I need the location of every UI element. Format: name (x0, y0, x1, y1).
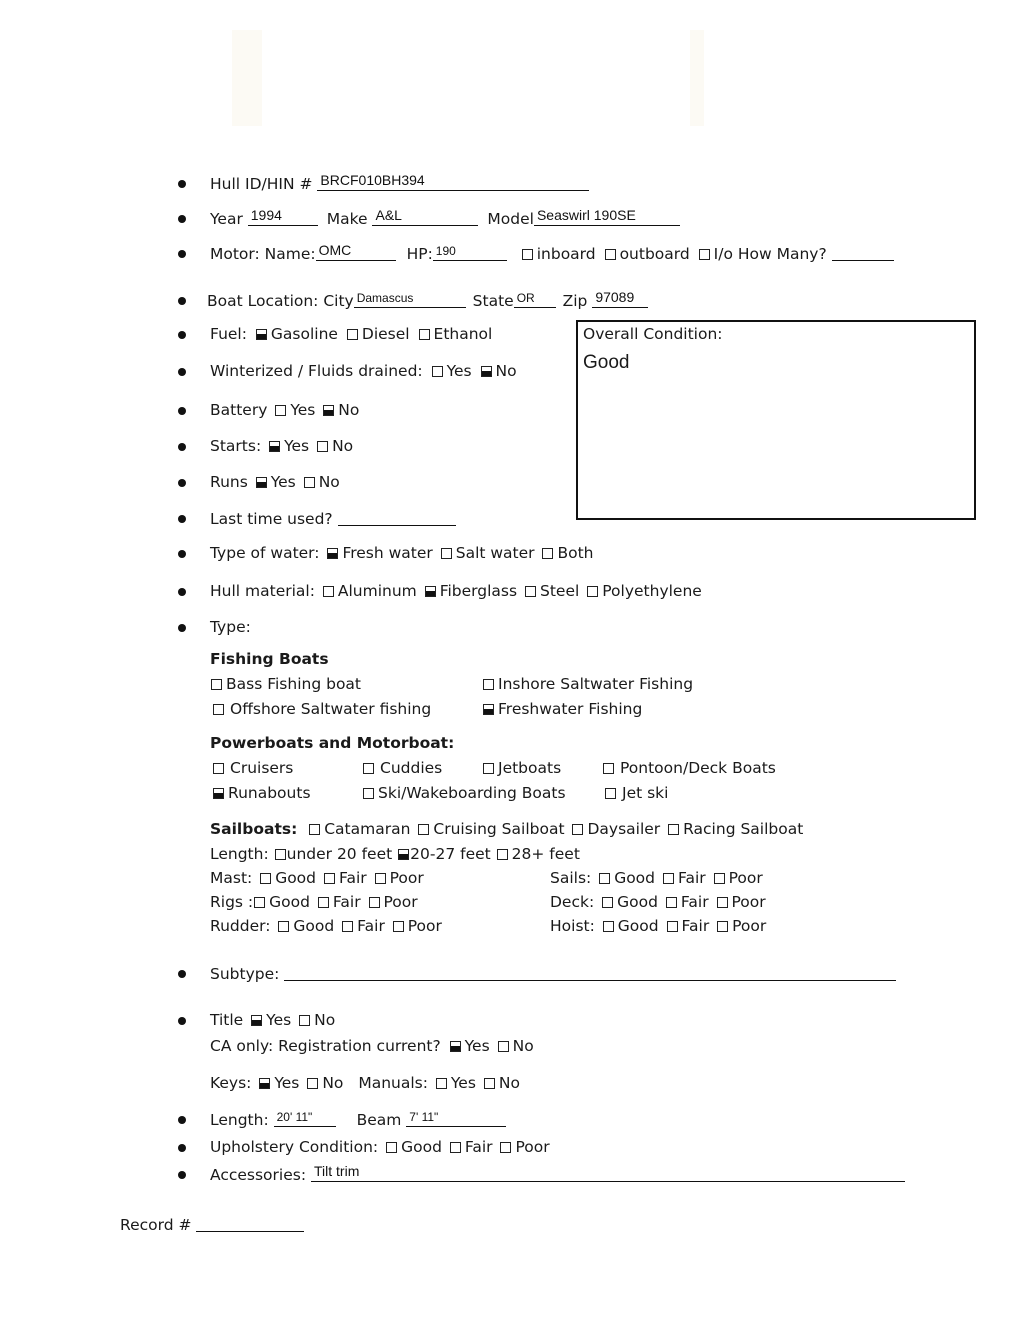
under-20-label: under 20 feet (286, 845, 393, 863)
cuddies-label: Cuddies (380, 759, 443, 777)
hull-material-label: Hull material: (210, 582, 315, 600)
offshore-label: Offshore Saltwater fishing (230, 700, 432, 718)
pontoon-checkbox[interactable] (603, 763, 614, 774)
rigs-label: Rigs : (210, 893, 254, 911)
bullet (178, 1171, 186, 1179)
cuddies-option (362, 759, 442, 777)
winterized-no-checkbox[interactable] (481, 366, 492, 377)
starts-yes-label: Yes (284, 437, 310, 455)
hull-id-value: BRCF010BH394 (320, 172, 425, 188)
rudder-rating (210, 917, 442, 935)
power-heading: Powerboats and Motorboat: (210, 734, 455, 752)
ski-wakeboard-option (362, 784, 566, 802)
deck-fair-checkbox[interactable] (666, 897, 677, 908)
good-label: Good (269, 893, 310, 911)
manuals-label: Manuals: (358, 1074, 428, 1092)
deck-label: Deck: (550, 893, 595, 911)
inshore-option (482, 675, 693, 693)
steel-checkbox[interactable] (525, 586, 536, 597)
length-value: 20' 11" (276, 1110, 313, 1124)
fresh-water-checkbox[interactable] (327, 548, 338, 559)
gasoline-label: Gasoline (270, 325, 338, 343)
bullet (178, 331, 186, 339)
water-label: Type of water: (210, 544, 320, 562)
winterized-label: Winterized / Fluids drained: (210, 362, 423, 380)
both-water-label: Both (557, 544, 594, 562)
winterized-yes-checkbox[interactable] (432, 366, 443, 377)
20-27-checkbox[interactable] (398, 849, 409, 860)
upholstery-poor-label: Poor (515, 1138, 550, 1156)
steel-label: Steel (540, 582, 580, 600)
ethanol-label: Ethanol (433, 325, 493, 343)
battery-no-checkbox[interactable] (323, 405, 334, 416)
keys-no-label: No (322, 1074, 344, 1092)
jet-ski-checkbox[interactable] (605, 788, 616, 799)
daysailer-checkbox[interactable] (572, 824, 583, 835)
mast-label: Mast: (210, 869, 253, 887)
battery-no-label: No (338, 401, 360, 419)
poor-label: Poor (728, 869, 763, 887)
runs-row (210, 473, 340, 491)
aluminum-checkbox[interactable] (323, 586, 334, 597)
bullet (178, 1144, 186, 1152)
sail-heading: Sailboats: (210, 820, 298, 838)
hoist-fair-checkbox[interactable] (667, 921, 678, 932)
mast-poor-checkbox[interactable] (375, 873, 386, 884)
length-field[interactable] (274, 1110, 336, 1127)
runs-label: Runs (210, 473, 248, 491)
location-row (207, 291, 648, 310)
hp-label: HP: (406, 245, 433, 263)
rudder-good-checkbox[interactable] (278, 921, 289, 932)
starts-no-checkbox[interactable] (317, 441, 328, 452)
bass-fishing-checkbox[interactable] (211, 679, 222, 690)
starts-no-label: No (332, 437, 354, 455)
title-row (210, 1011, 335, 1029)
jet-ski-label: Jet ski (622, 784, 669, 802)
upholstery-fair-label: Fair (464, 1138, 493, 1156)
fair-label: Fair (680, 893, 709, 911)
starts-row (210, 437, 353, 455)
pontoon-option (602, 759, 776, 777)
registration-no-checkbox[interactable] (498, 1041, 509, 1052)
diesel-label: Diesel (361, 325, 410, 343)
ethanol-checkbox[interactable] (419, 329, 430, 340)
model-value: Seaswirl 190SE (536, 207, 636, 223)
winterized-yes-label: Yes (446, 362, 472, 380)
state-field[interactable] (514, 291, 556, 308)
sail-length-row (210, 845, 580, 863)
starts-label: Starts: (210, 437, 262, 455)
good-label: Good (614, 869, 656, 887)
battery-yes-label: Yes (290, 401, 316, 419)
fair-label: Fair (681, 917, 710, 935)
runabouts-option (212, 784, 311, 802)
faint-header-mark-right (690, 30, 704, 126)
how-many-field[interactable] (832, 244, 894, 261)
both-water-checkbox[interactable] (542, 548, 553, 559)
fiberglass-label: Fiberglass (439, 582, 518, 600)
bullet (178, 1017, 186, 1025)
pontoon-label: Pontoon/Deck Boats (620, 759, 776, 777)
jetboats-option (482, 759, 561, 777)
water-row (210, 544, 594, 562)
diesel-checkbox[interactable] (347, 329, 358, 340)
rigs-rating (210, 893, 418, 911)
keys-manuals-row (210, 1074, 520, 1092)
runs-no-label: No (318, 473, 340, 491)
overall-condition-box[interactable] (576, 320, 976, 520)
keys-no-checkbox[interactable] (307, 1078, 318, 1089)
bullet (178, 624, 186, 632)
zip-value: 97089 (595, 289, 635, 305)
bass-fishing-label: Bass Fishing boat (226, 675, 361, 693)
type-label: Type: (210, 618, 251, 636)
hp-field[interactable] (433, 244, 507, 261)
bullet (178, 368, 186, 376)
upholstery-good-label: Good (401, 1138, 442, 1156)
rudder-poor-checkbox[interactable] (393, 921, 404, 932)
registration-yes-label: Yes (464, 1037, 490, 1055)
record-label: Record # (120, 1216, 192, 1234)
year-value: 1994 (250, 207, 282, 223)
ski-wakeboard-label: Ski/Wakeboarding Boats (378, 784, 566, 802)
salt-water-checkbox[interactable] (441, 548, 452, 559)
cruising-sailboat-label: Cruising Sailboat (433, 820, 565, 838)
cruisers-option (212, 759, 293, 777)
make-field[interactable] (372, 209, 478, 226)
hoist-rating (550, 917, 766, 935)
inshore-checkbox[interactable] (483, 679, 494, 690)
bullet (178, 443, 186, 451)
motor-name-value: OMC (318, 242, 352, 258)
runs-no-checkbox[interactable] (304, 477, 315, 488)
fishing-heading: Fishing Boats (210, 650, 329, 668)
title-no-label: No (314, 1011, 336, 1029)
cruisers-label: Cruisers (230, 759, 294, 777)
outboard-label: outboard (619, 245, 690, 263)
title-yes-label: Yes (266, 1011, 292, 1029)
motor-name-field[interactable] (316, 244, 396, 261)
aluminum-label: Aluminum (337, 582, 417, 600)
registration-row (210, 1037, 534, 1055)
fair-label: Fair (677, 869, 706, 887)
racing-sailboat-label: Racing Sailboat (683, 820, 804, 838)
jet-ski-option (604, 784, 668, 802)
registration-label: CA only: Registration current? (210, 1037, 441, 1055)
rigs-fair-checkbox[interactable] (318, 897, 329, 908)
runs-yes-checkbox[interactable] (256, 477, 267, 488)
make-value: A&L (375, 207, 402, 223)
accessories-row (210, 1165, 905, 1184)
poor-label: Poor (732, 917, 767, 935)
bullet (178, 588, 186, 596)
deck-good-checkbox[interactable] (602, 897, 613, 908)
runs-yes-label: Yes (270, 473, 296, 491)
bass-fishing-option (210, 675, 361, 693)
fresh-water-label: Fresh water (342, 544, 433, 562)
mast-good-checkbox[interactable] (260, 873, 271, 884)
hoist-poor-checkbox[interactable] (717, 921, 728, 932)
good-label: Good (617, 893, 658, 911)
city-value: Damascus (356, 291, 414, 305)
polyethylene-label: Polyethylene (602, 582, 702, 600)
dimensions-row (210, 1110, 506, 1129)
bullet (178, 479, 186, 487)
subtype-label: Subtype: (210, 965, 280, 983)
make-label: Make (326, 210, 368, 228)
year-field[interactable] (248, 209, 318, 226)
model-field[interactable] (534, 209, 680, 226)
hoist-good-checkbox[interactable] (603, 921, 614, 932)
under-20-checkbox[interactable] (275, 849, 286, 860)
battery-row (210, 401, 359, 419)
rigs-poor-checkbox[interactable] (369, 897, 380, 908)
poor-label: Poor (389, 869, 424, 887)
manuals-yes-label: Yes (450, 1074, 476, 1092)
cuddies-checkbox[interactable] (363, 763, 374, 774)
gasoline-checkbox[interactable] (256, 329, 267, 340)
accessories-value: Tilt trim (314, 1163, 360, 1179)
state-label: State (472, 292, 514, 310)
hoist-label: Hoist: (550, 917, 595, 935)
inboard-checkbox[interactable] (522, 249, 533, 260)
hp-value: 190 (435, 244, 456, 258)
poor-label: Poor (407, 917, 442, 935)
sails-good-checkbox[interactable] (599, 873, 610, 884)
rudder-label: Rudder: (210, 917, 271, 935)
upholstery-good-checkbox[interactable] (386, 1142, 397, 1153)
offshore-option (212, 700, 431, 718)
good-label: Good (617, 917, 659, 935)
winterized-no-label: No (495, 362, 517, 380)
length-label: Length: (210, 1111, 269, 1129)
jetboats-checkbox[interactable] (483, 763, 494, 774)
bullet (178, 180, 186, 188)
zip-label: Zip (562, 292, 588, 310)
subtype-row (210, 964, 896, 983)
bullet (178, 550, 186, 558)
year-make-model-row (210, 209, 680, 228)
faint-header-mark-left (232, 30, 262, 126)
keys-yes-checkbox[interactable] (259, 1078, 270, 1089)
manuals-no-checkbox[interactable] (484, 1078, 495, 1089)
motor-name-label: Motor: Name: (210, 245, 316, 263)
fair-label: Fair (357, 917, 385, 935)
28-plus-label: 28+ feet (511, 845, 580, 863)
bullet (178, 297, 186, 305)
bullet (178, 215, 186, 223)
upholstery-label: Upholstery Condition: (210, 1138, 379, 1156)
upholstery-fair-checkbox[interactable] (450, 1142, 461, 1153)
title-no-checkbox[interactable] (299, 1015, 310, 1026)
title-label: Title (210, 1011, 244, 1029)
outboard-checkbox[interactable] (605, 249, 616, 260)
winterized-row (210, 362, 517, 380)
bullet (178, 407, 186, 415)
keys-yes-label: Yes (274, 1074, 300, 1092)
ski-wakeboard-checkbox[interactable] (363, 788, 374, 799)
record-row (120, 1215, 304, 1234)
freshwater-fishing-label: Freshwater Fishing (498, 700, 643, 718)
cruisers-checkbox[interactable] (213, 763, 224, 774)
inshore-label: Inshore Saltwater Fishing (498, 675, 694, 693)
freshwater-fishing-checkbox[interactable] (483, 704, 494, 715)
jetboats-label: Jetboats (498, 759, 562, 777)
io-checkbox[interactable] (699, 249, 710, 260)
manuals-yes-checkbox[interactable] (436, 1078, 447, 1089)
sails-fair-checkbox[interactable] (663, 873, 674, 884)
hull-id-label: Hull ID/HIN # (210, 175, 313, 193)
salt-water-label: Salt water (455, 544, 535, 562)
racing-sailboat-checkbox[interactable] (668, 824, 679, 835)
runabouts-checkbox[interactable] (213, 788, 224, 799)
motor-row (210, 244, 894, 263)
beam-value: 7' 11" (409, 1110, 439, 1124)
poor-label: Poor (383, 893, 418, 911)
sails-poor-checkbox[interactable] (714, 873, 725, 884)
beam-label: Beam (356, 1111, 402, 1129)
upholstery-row (210, 1138, 550, 1156)
20-27-label: 20-27 feet (410, 845, 491, 863)
battery-yes-checkbox[interactable] (275, 405, 286, 416)
starts-yes-checkbox[interactable] (269, 441, 280, 452)
accessories-label: Accessories: (210, 1166, 307, 1184)
bullet (178, 250, 186, 258)
sail-length-label: Length: (210, 845, 269, 863)
subtype-field[interactable] (284, 964, 896, 981)
hull-id-row (210, 174, 589, 193)
bullet (178, 515, 186, 523)
battery-label: Battery (210, 401, 268, 419)
deck-poor-checkbox[interactable] (717, 897, 728, 908)
freshwater-fishing-option (482, 700, 642, 718)
hull-material-row (210, 582, 702, 600)
rigs-good-checkbox[interactable] (254, 897, 265, 908)
state-value: OR (516, 291, 535, 305)
title-yes-checkbox[interactable] (251, 1015, 262, 1026)
model-label: Model (487, 210, 534, 228)
bullet (178, 970, 186, 978)
accessories-field[interactable] (311, 1165, 905, 1182)
fiberglass-checkbox[interactable] (425, 586, 436, 597)
catamaran-label: Catamaran (324, 820, 411, 838)
last-used-row (210, 509, 456, 528)
good-label: Good (293, 917, 335, 935)
overall-condition-label: Overall Condition: (583, 325, 723, 343)
poor-label: Poor (731, 893, 766, 911)
deck-rating (550, 893, 766, 911)
catamaran-checkbox[interactable] (309, 824, 320, 835)
fuel-row (210, 325, 492, 343)
polyethylene-checkbox[interactable] (587, 586, 598, 597)
bullet (178, 1116, 186, 1124)
fuel-label: Fuel: (210, 325, 247, 343)
rudder-fair-checkbox[interactable] (342, 921, 353, 932)
io-label: I/o How Many? (713, 245, 827, 263)
offshore-checkbox[interactable] (213, 704, 224, 715)
city-field[interactable] (354, 291, 466, 308)
record-field[interactable] (196, 1215, 304, 1232)
sailboats-row (210, 820, 803, 838)
last-used-field[interactable] (338, 509, 456, 526)
sails-rating (550, 869, 763, 887)
inboard-label: inboard (536, 245, 596, 263)
beam-field[interactable] (406, 1110, 506, 1127)
sails-label: Sails: (550, 869, 592, 887)
good-label: Good (275, 869, 317, 887)
zip-field[interactable] (592, 291, 648, 308)
city-label: Boat Location: City (207, 292, 354, 310)
daysailer-label: Daysailer (587, 820, 661, 838)
registration-no-label: No (512, 1037, 534, 1055)
fair-label: Fair (332, 893, 361, 911)
overall-condition-value: Good (583, 352, 630, 373)
mast-fair-checkbox[interactable] (324, 873, 335, 884)
hull-id-field[interactable] (317, 174, 589, 191)
cruising-sailboat-checkbox[interactable] (418, 824, 429, 835)
year-label: Year (210, 210, 243, 228)
runabouts-label: Runabouts (228, 784, 311, 802)
last-used-label: Last time used? (210, 510, 333, 528)
keys-label: Keys: (210, 1074, 252, 1092)
upholstery-poor-checkbox[interactable] (500, 1142, 511, 1153)
28-plus-checkbox[interactable] (497, 849, 508, 860)
registration-yes-checkbox[interactable] (450, 1041, 461, 1052)
fair-label: Fair (338, 869, 367, 887)
manuals-no-label: No (498, 1074, 520, 1092)
mast-rating (210, 869, 424, 887)
